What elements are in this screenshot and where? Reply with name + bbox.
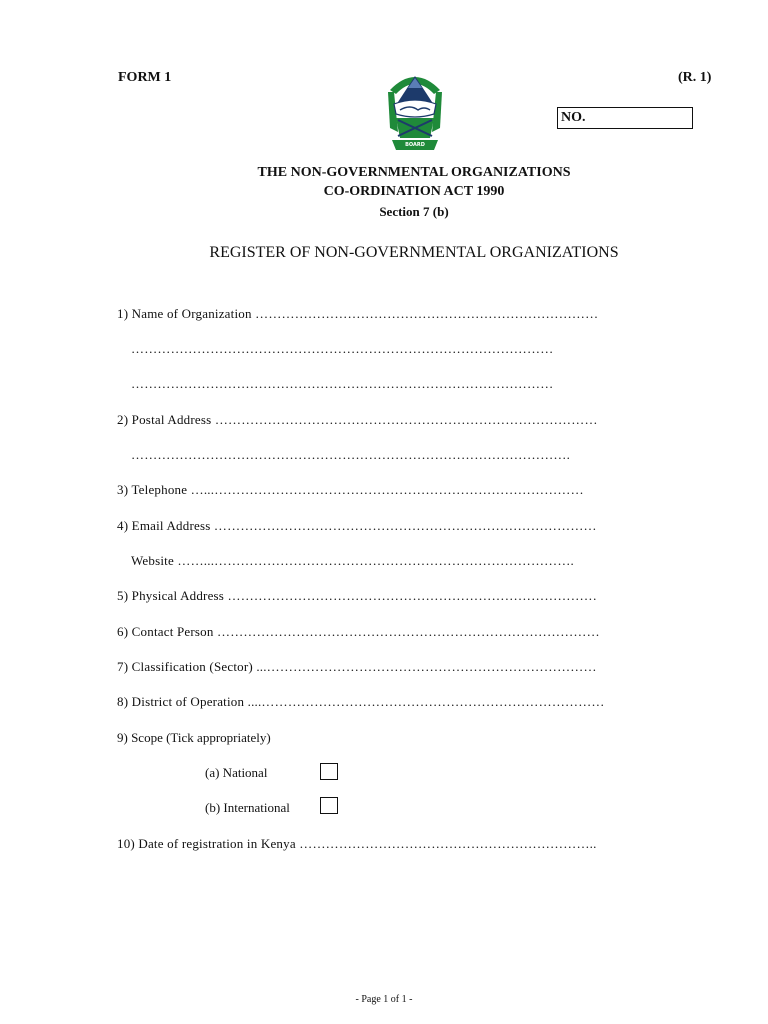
name-of-organization-field[interactable]: 1) Name of Organization …………………………………………………………………… (117, 306, 599, 321)
name-of-organization-line-3[interactable]: …………………………………………………………………………………… (131, 376, 554, 391)
section-reference: Section 7 (b) (379, 204, 449, 219)
page-number: - Page 1 of 1 - (355, 994, 413, 1005)
postal-address-line-2[interactable]: ………………………………………………………………………………………. (131, 447, 571, 462)
logo-text: NGO (408, 72, 422, 78)
scope-label: 9) Scope (Tick appropriately) (117, 730, 271, 745)
scope-national-label: (a) National (205, 765, 268, 780)
telephone-field[interactable]: 3) Telephone …...………………………………………………………………………… (117, 482, 584, 497)
scope-national-checkbox[interactable] (320, 763, 338, 780)
date-of-registration-field[interactable]: 10) Date of registration in Kenya ………………………………………………………….. (117, 836, 597, 851)
scope-international-label: (b) International (205, 800, 290, 815)
scope-international-checkbox[interactable] (320, 797, 338, 814)
postal-address-field[interactable]: 2) Postal Address …………………………………………………………………………… (117, 412, 598, 427)
email-address-field[interactable]: 4) Email Address …………………………………………………………………………… (117, 518, 597, 533)
classification-sector-field[interactable]: 7) Classification (Sector) ...………………………………………………………………… (117, 659, 597, 674)
ngo-board-logo (384, 68, 446, 158)
form-number: FORM 1 (118, 70, 172, 85)
name-of-organization-line-2[interactable]: …………………………………………………………………………………… (131, 341, 554, 356)
registration-number-label: NO. (561, 110, 586, 125)
physical-address-field[interactable]: 5) Physical Address ………………………………………………………………………… (117, 588, 598, 603)
district-of-operation-field[interactable]: 8) District of Operation ....…………………………………………………………………… (117, 694, 605, 709)
registration-number-box[interactable] (557, 107, 693, 129)
regulation-reference: (R. 1) (678, 70, 712, 85)
contact-person-field[interactable]: 6) Contact Person …………………………………………………………………………… (117, 624, 600, 639)
act-title: THE NON-GOVERNMENTAL ORGANIZATIONS (257, 165, 571, 180)
register-title: REGISTER OF NON-GOVERNMENTAL ORGANIZATIONS (209, 244, 619, 261)
logo-banner-text: BOARD (405, 142, 425, 148)
website-field[interactable]: Website ……...………………………………………………………………………. (131, 553, 575, 568)
act-subtitle: CO-ORDINATION ACT 1990 (323, 184, 505, 199)
